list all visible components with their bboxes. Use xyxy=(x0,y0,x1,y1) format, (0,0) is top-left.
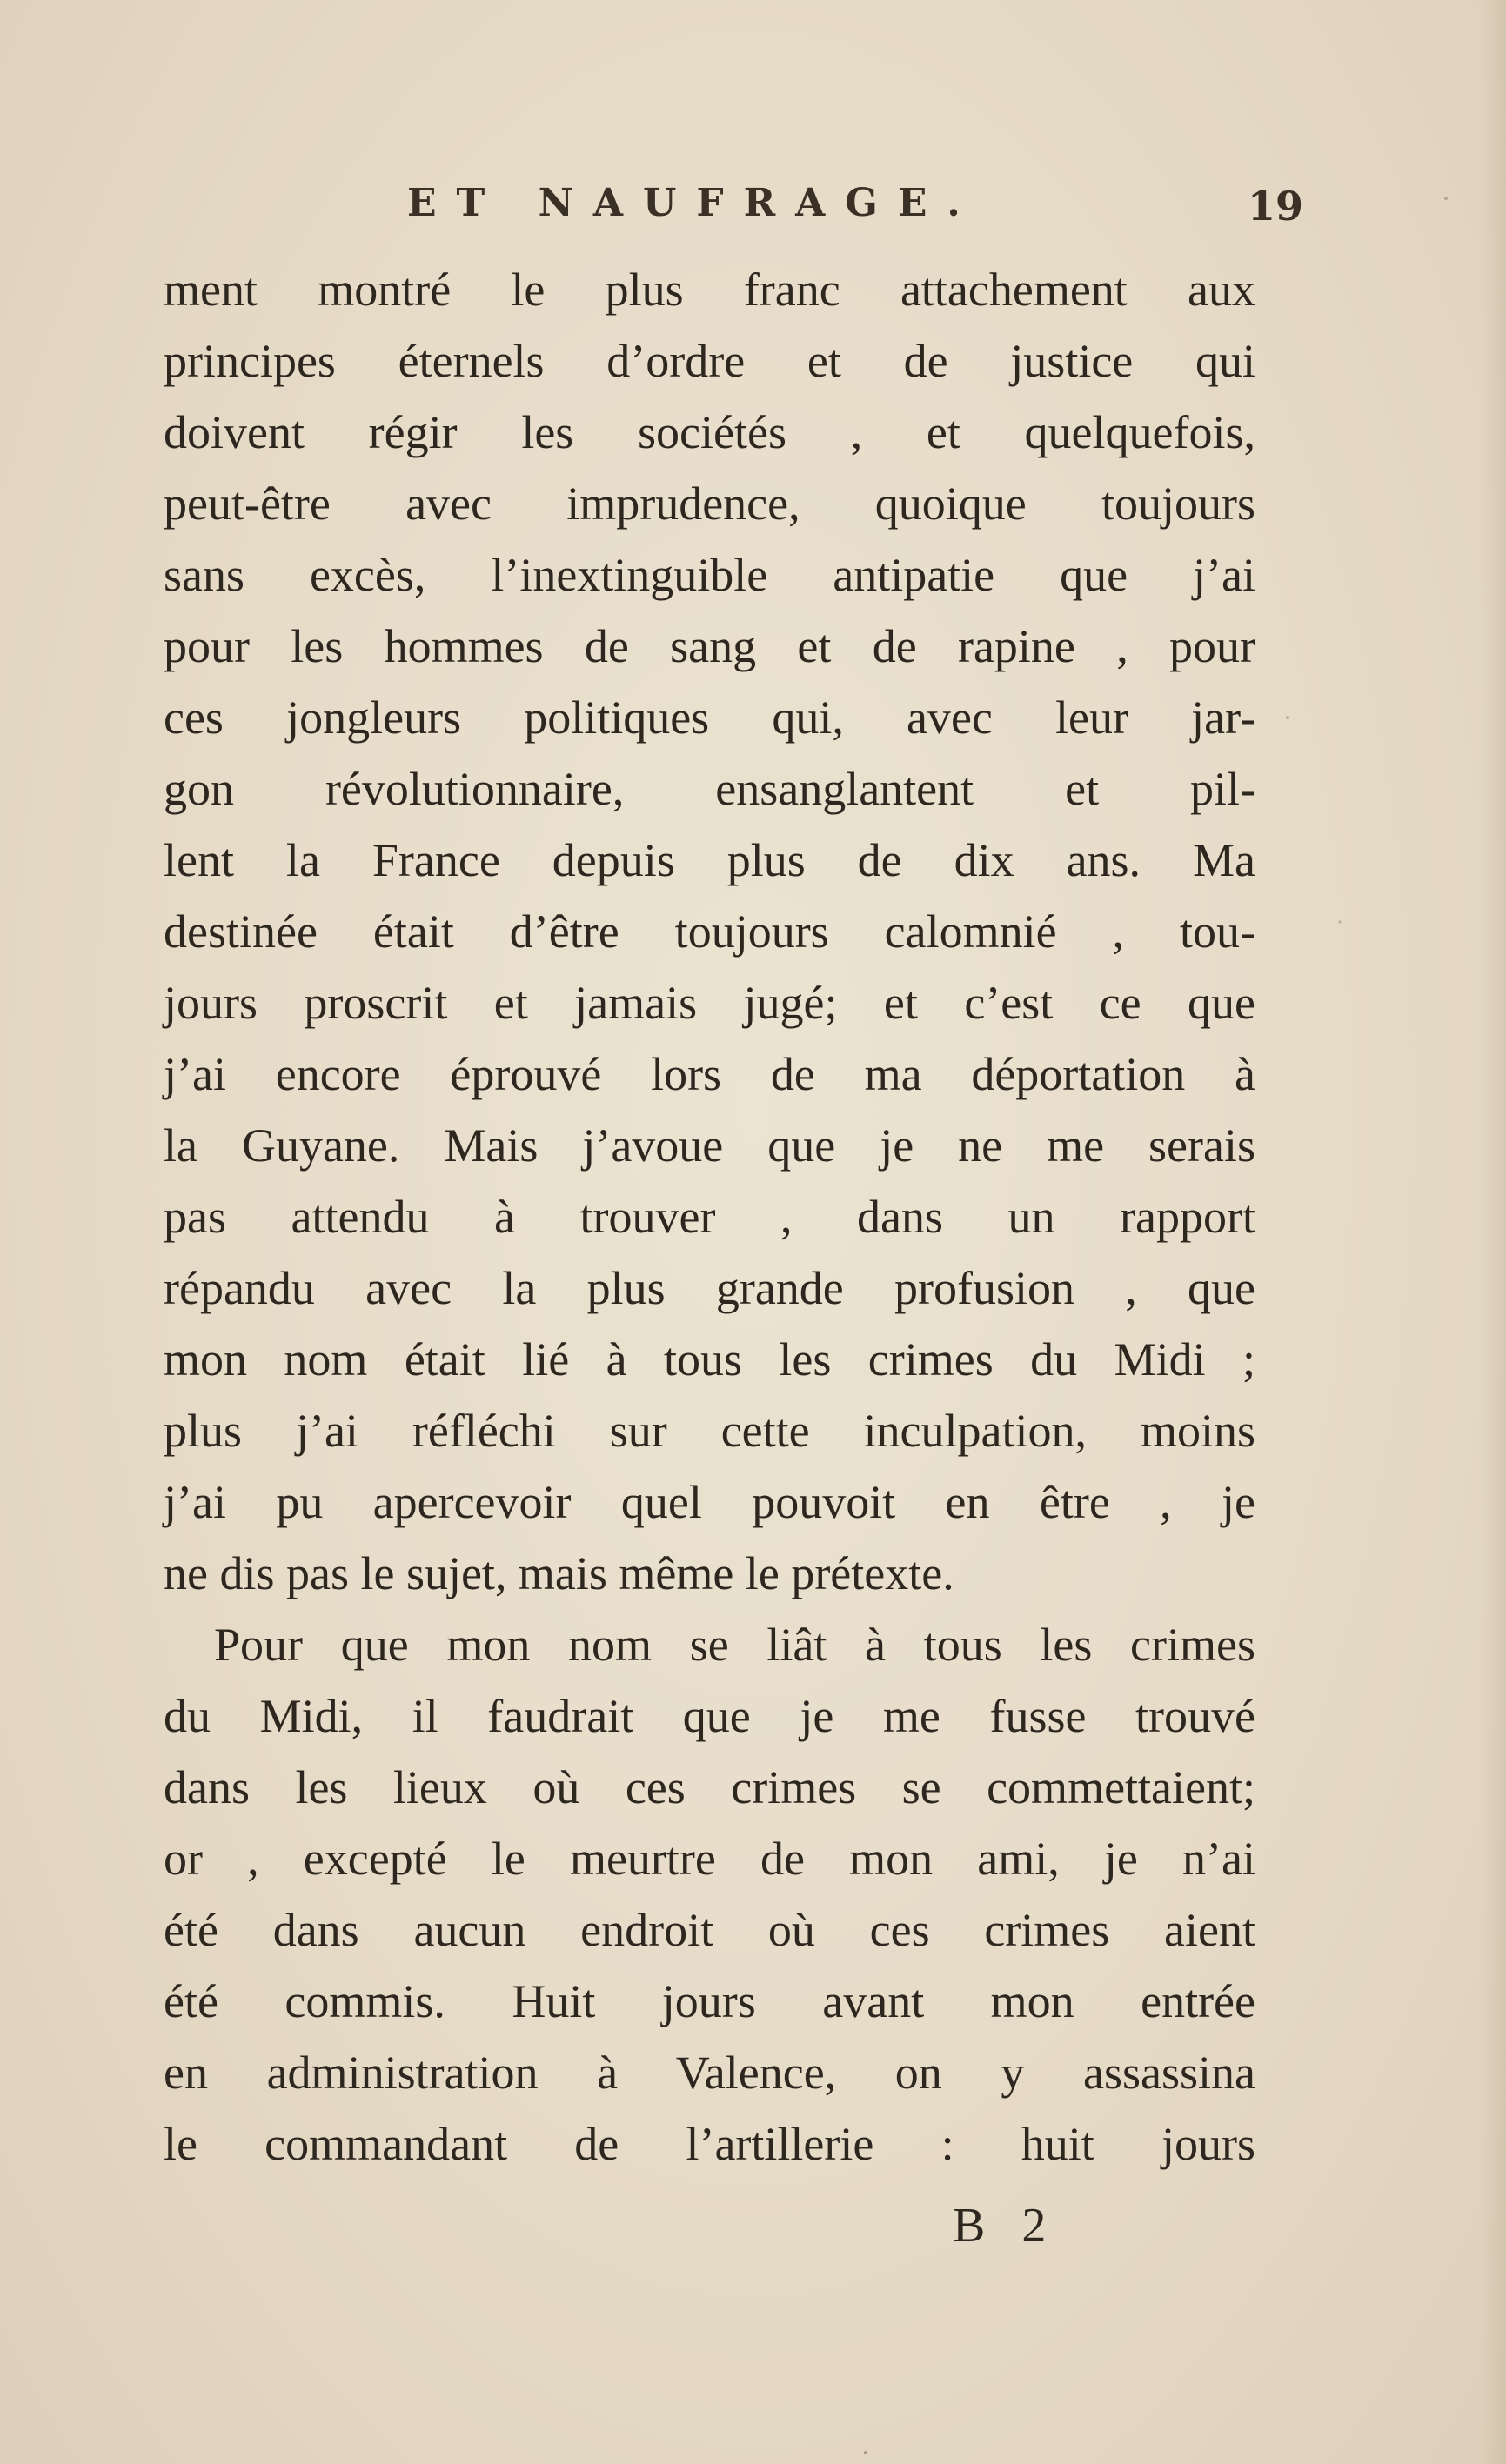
speck xyxy=(1339,921,1342,924)
text-line: dans les lieux où ces crimes se commettaient; xyxy=(164,1761,1255,1813)
text-line: or , excepté le meurtre de mon ami, je n’ai xyxy=(164,1833,1255,1885)
text-line: lent la France depuis plus de dix ans. Ma xyxy=(164,834,1255,886)
text-line: ne dis pas le sujet, mais même le prétexte. xyxy=(164,1547,954,1599)
text-line: Pour que mon nom se liât à tous les crimes xyxy=(214,1619,1255,1671)
text-line: principes éternels d’ordre et de justice qui xyxy=(164,335,1255,387)
page-number: 19 xyxy=(1247,183,1303,230)
speck xyxy=(1444,197,1448,200)
text-line: doivent régir les sociétés , et quelquefois, xyxy=(164,406,1255,458)
text-line: en administration à Valence, on y assassina xyxy=(164,2047,1255,2099)
text-line: été commis. Huit jours avant mon entrée xyxy=(164,1975,1255,2027)
text-line: peut-être avec imprudence, quoique toujours xyxy=(164,477,1255,530)
text-line: j’ai encore éprouvé lors de ma déportation à xyxy=(164,1048,1255,1100)
text-line: le commandant de l’artillerie : huit jours xyxy=(164,2118,1255,2170)
text-line: ces jongleurs politiques qui, avec leur jar- xyxy=(164,691,1255,744)
text-line: plus j’ai réfléchi sur cette inculpation, moins xyxy=(164,1405,1255,1457)
text-line: répandu avec la plus grande profusion , que xyxy=(164,1262,1255,1314)
text-line: ment montré le plus franc attachement aux xyxy=(164,264,1255,316)
text-line: jours proscrit et jamais jugé; et c’est ce que xyxy=(164,977,1255,1029)
signature-mark: B 2 xyxy=(953,2199,1059,2253)
text-line: du Midi, il faudrait que je me fusse trouvé xyxy=(164,1690,1255,1742)
speck xyxy=(864,2451,867,2454)
text-line: pour les hommes de sang et de rapine , pour xyxy=(164,620,1255,672)
page-header xyxy=(407,181,1303,233)
page-edge-shadow xyxy=(1480,0,1506,2464)
text-line: la Guyane. Mais j’avoue que je ne me serais xyxy=(164,1119,1255,1172)
text-line: pas attendu à trouver , dans un rapport xyxy=(164,1191,1255,1243)
text-line: destinée était d’être toujours calomnié , tou- xyxy=(164,905,1255,958)
body-text xyxy=(164,254,1255,2180)
text-line: été dans aucun endroit où ces crimes aient xyxy=(164,1904,1255,1956)
running-head: ET NAUFRAGE. xyxy=(407,181,981,225)
speck xyxy=(1286,716,1289,719)
text-line: mon nom était lié à tous les crimes du Midi ; xyxy=(164,1333,1255,1386)
text-line: sans excès, l’inextinguible antipatie que j’ai xyxy=(164,549,1255,601)
text-line: j’ai pu apercevoir quel pouvoit en être , je xyxy=(164,1476,1255,1528)
text-line: gon révolutionnaire, ensanglantent et pil- xyxy=(164,763,1255,815)
